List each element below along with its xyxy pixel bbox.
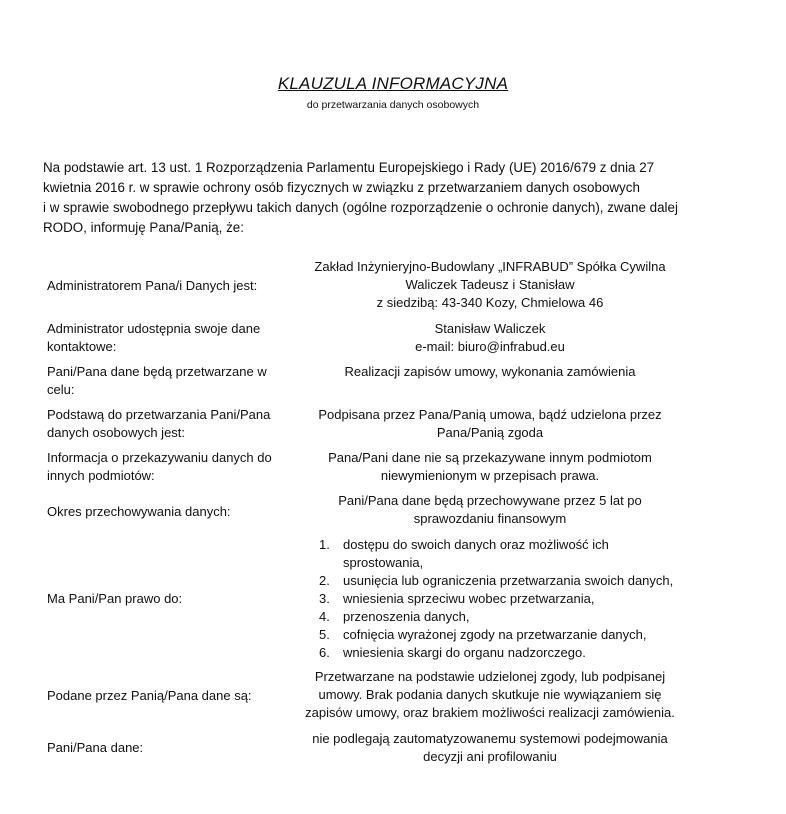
row-value-line: nie podlegają zautomatyzowanemu systemowi podejmowania xyxy=(312,731,668,746)
list-item-line: dostępu do swoich danych oraz możliwość ich xyxy=(343,537,609,552)
row-label xyxy=(47,687,287,705)
rights-list-item xyxy=(319,536,699,572)
row-label xyxy=(47,503,287,521)
list-number: 4. xyxy=(319,609,330,624)
document-subtitle: do przetwarzania danych osobowych xyxy=(306,99,480,111)
row-label-line: Pani/Pana dane będą przetwarzane w xyxy=(47,364,267,379)
list-number: 6. xyxy=(319,645,330,660)
row-value-line: Pana/Panią zgoda xyxy=(436,425,544,440)
list-item-line: sprostowania, xyxy=(343,555,424,570)
row-label-line: danych osobowych jest: xyxy=(47,425,186,440)
row-value xyxy=(293,320,687,356)
row-label xyxy=(47,363,287,399)
rights-list-item xyxy=(319,590,699,608)
row-value-line: zapisów umowy, oraz brakiem możliwości realizacji zamówienia. xyxy=(305,705,675,720)
list-item-line: cofnięcia wyrażonej zgody na przetwarzanie danych, xyxy=(343,627,647,642)
row-label-line: Ma Pani/Pan prawo do: xyxy=(47,591,183,606)
rights-list-item xyxy=(319,608,699,626)
row-label-line: Informacja o przekazywaniu danych do xyxy=(47,450,272,465)
row-value xyxy=(293,492,687,528)
row-value-line: niewymienionym w przepisach prawa. xyxy=(380,468,600,483)
row-value xyxy=(293,363,687,381)
row-label-line: Administrator udostępnia swoje dane xyxy=(47,321,261,336)
row-value xyxy=(293,668,687,722)
row-label-line: Okres przechowywania danych: xyxy=(47,504,231,519)
intro-line: i w sprawie swobodnego przepływu takich danych (ogólne rozporządzenie o ochronie danych), zwane dalej xyxy=(43,200,678,215)
row-label-line: kontaktowe: xyxy=(47,339,117,354)
intro-paragraph xyxy=(43,158,767,238)
row-value-line: umowy. Brak podania danych skutkuje nie wywiązaniem się xyxy=(318,687,662,702)
list-item-line: wniesienia sprzeciwu wobec przetwarzania, xyxy=(343,591,595,606)
row-label xyxy=(47,739,287,757)
intro-line: kwietnia 2016 r. w sprawie ochrony osób fizycznych w związku z przetwarzaniem danych osobowych xyxy=(43,180,640,195)
row-label-line: innych podmiotów: xyxy=(47,468,155,483)
list-number: 3. xyxy=(319,591,330,606)
row-value-line: Pana/Pani dane nie są przekazywane innym podmiotom xyxy=(328,450,652,465)
row-value-line: decyzji ani profilowaniu xyxy=(423,749,557,764)
row-value-line: sprawozdaniu finansowym xyxy=(413,511,567,526)
list-number: 2. xyxy=(319,573,330,588)
row-value xyxy=(293,258,687,312)
row-value-line: e-mail: biuro@infrabud.eu xyxy=(415,339,565,354)
row-value-line: Podpisana przez Pana/Panią umowa, bądź udzielona przez xyxy=(318,407,662,422)
list-number: 1. xyxy=(319,537,330,552)
row-value-line: Pani/Pana dane będą przechowywane przez 5 lat po xyxy=(338,493,642,508)
list-number: 5. xyxy=(319,627,330,642)
row-value-line: Zakład Inżynieryjno-Budowlany „INFRABUD” Spółka Cywilna xyxy=(314,259,666,274)
row-value-line: z siedzibą: 43-340 Kozy, Chmielowa 46 xyxy=(376,295,604,310)
row-label-line: Podstawą do przetwarzania Pani/Pana xyxy=(47,407,271,422)
row-label xyxy=(47,449,287,485)
row-value xyxy=(293,406,687,442)
row-label xyxy=(47,320,287,356)
row-value xyxy=(293,449,687,485)
row-value-line: Waliczek Tadeusz i Stanisław xyxy=(405,277,575,292)
row-label xyxy=(47,277,287,295)
row-label-line: Administratorem Pana/i Danych jest: xyxy=(47,278,258,293)
list-item-line: usunięcia lub ograniczenia przetwarzania swoich danych, xyxy=(343,573,674,588)
row-label-line: Pani/Pana dane: xyxy=(47,740,144,755)
intro-line: RODO, informuję Pana/Panią, że: xyxy=(43,220,244,235)
rights-list-item xyxy=(319,572,699,590)
list-item-line: wniesienia skargi do organu nadzorczego. xyxy=(343,645,586,660)
row-value xyxy=(293,730,687,766)
row-value-line: Realizacji zapisów umowy, wykonania zamówienia xyxy=(344,364,636,379)
row-value-line: Stanisław Waliczek xyxy=(434,321,546,336)
document-title: KLAUZULA INFORMACYJNA xyxy=(277,74,509,93)
list-item-line: przenoszenia danych, xyxy=(343,609,470,624)
row-value-line: Przetwarzane na podstawie udzielonej zgody, lub podpisanej xyxy=(314,669,666,684)
intro-line: Na podstawie art. 13 ust. 1 Rozporządzenia Parlamentu Europejskiego i Rady (UE) 2016/679 z dnia 27 xyxy=(43,160,655,175)
row-label xyxy=(47,590,287,608)
row-label xyxy=(47,406,287,442)
rights-list xyxy=(319,536,699,662)
rights-list-item xyxy=(319,626,699,644)
row-label-line: Podane przez Panią/Pana dane są: xyxy=(47,688,252,703)
row-label-line: celu: xyxy=(47,382,75,397)
rights-list-item xyxy=(319,644,699,662)
